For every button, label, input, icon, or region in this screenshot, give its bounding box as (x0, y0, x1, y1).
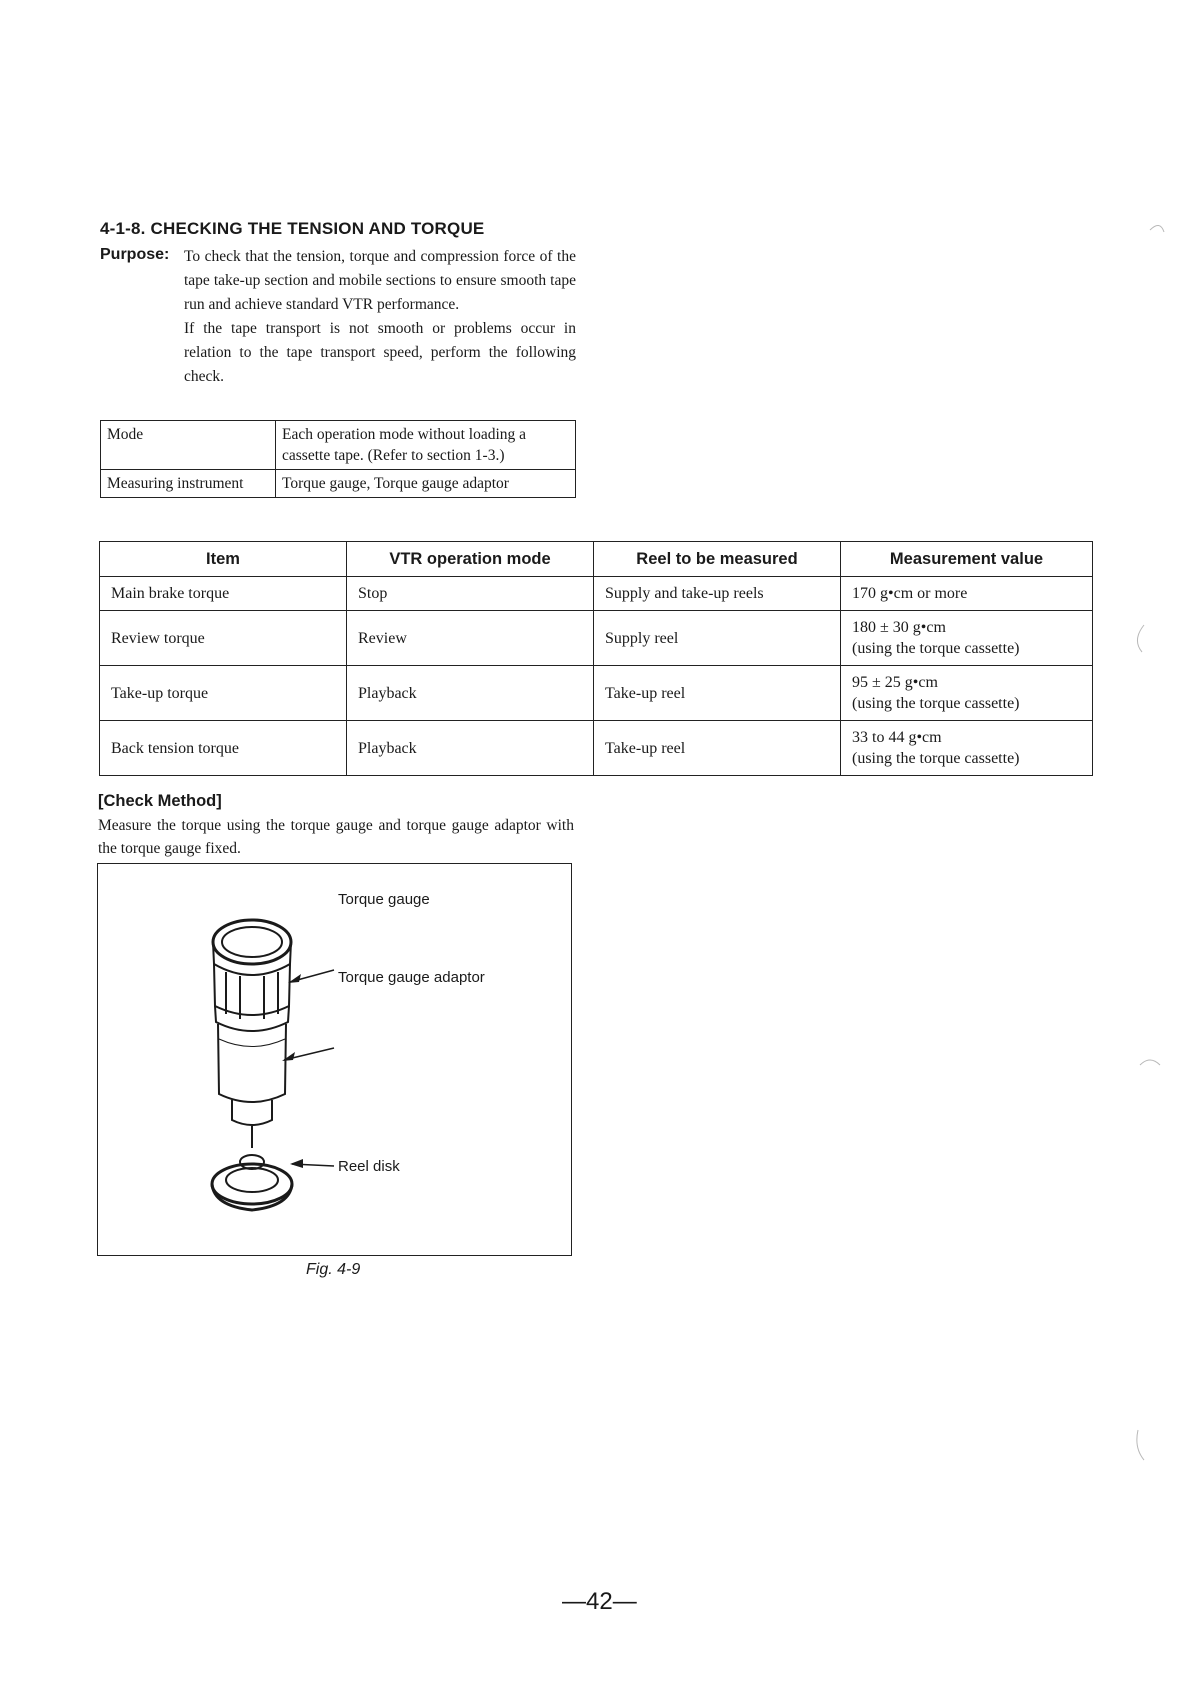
header-item: Item (100, 542, 347, 577)
check-method-heading: [Check Method] (98, 792, 222, 810)
leader-lines (284, 970, 334, 1166)
mode-table (100, 420, 576, 498)
cell-value-line1: 95 ± 25 g•cm (852, 674, 938, 691)
label-torque-gauge: Torque gauge (338, 891, 430, 908)
scan-artifacts (1130, 220, 1170, 1520)
cell-item: Back tension torque (100, 721, 347, 776)
table-row (100, 577, 1093, 611)
torque-gauge-illustration (98, 864, 573, 1257)
purpose-label: Purpose: (100, 246, 170, 263)
cell-reel: Supply and take-up reels (594, 577, 841, 611)
label-reel-disk: Reel disk (338, 1158, 400, 1175)
check-method-text: Measure the torque using the torque gauge and torque gauge adaptor with the torque gauge fixed. (98, 817, 574, 857)
table-row (100, 721, 1093, 776)
header-reel: Reel to be measured (594, 542, 841, 577)
cell-value-line1: 180 ± 30 g•cm (852, 619, 946, 636)
purpose-paragraph-2: If the tape transport is not smooth or problems occur in relation to the tape transport speed, perform the following check. (184, 320, 576, 385)
cell-value-line1: 33 to 44 g•cm (852, 729, 942, 746)
cell-reel: Supply reel (594, 611, 841, 666)
cell-value-line2: (using the torque cassette) (852, 695, 1020, 712)
header-measurement: Measurement value (841, 542, 1093, 577)
section-heading: 4-1-8. CHECKING THE TENSION AND TORQUE (100, 219, 485, 238)
cell-value (841, 611, 1093, 666)
cell-value (841, 721, 1093, 776)
torque-table (99, 541, 1093, 776)
cell-value (841, 666, 1093, 721)
cell-mode: Stop (347, 577, 594, 611)
cell-mode: Review (347, 611, 594, 666)
page-number: —42— (562, 1588, 637, 1615)
torque-gauge-drawing (213, 920, 291, 1031)
table-row (100, 611, 1093, 666)
mode-value: Each operation mode without loading a cassette tape. (Refer to section 1-3.) (276, 421, 576, 470)
cell-reel: Take-up reel (594, 721, 841, 776)
table-header-row (100, 542, 1093, 577)
instrument-value: Torque gauge, Torque gauge adaptor (276, 470, 576, 498)
mode-row (101, 421, 576, 470)
cell-mode: Playback (347, 721, 594, 776)
instrument-key: Measuring instrument (101, 470, 276, 498)
cell-value-line2: (using the torque cassette) (852, 640, 1020, 657)
cell-item: Take-up torque (100, 666, 347, 721)
label-torque-gauge-adaptor: Torque gauge adaptor (338, 969, 485, 986)
cell-value-line2: (using the torque cassette) (852, 750, 1020, 767)
cell-item: Main brake torque (100, 577, 347, 611)
reel-disk-drawing (212, 1155, 292, 1210)
cell-value (841, 577, 1093, 611)
table-row (100, 666, 1093, 721)
cell-mode: Playback (347, 666, 594, 721)
figure-box (97, 863, 572, 1256)
cell-value-line1: 170 g•cm or more (852, 585, 968, 602)
purpose-text (184, 245, 576, 389)
instrument-row (101, 470, 576, 498)
header-vtr-mode: VTR operation mode (347, 542, 594, 577)
torque-gauge-adaptor-drawing (218, 1024, 286, 1148)
mode-key: Mode (101, 421, 276, 470)
cell-reel: Take-up reel (594, 666, 841, 721)
purpose-paragraph-1: To check that the tension, torque and compression force of the tape take-up section and mobile sections to ensure smooth tape run and achieve standard VTR performance. (184, 248, 576, 313)
figure-caption: Fig. 4-9 (306, 1261, 361, 1278)
cell-item: Review torque (100, 611, 347, 666)
